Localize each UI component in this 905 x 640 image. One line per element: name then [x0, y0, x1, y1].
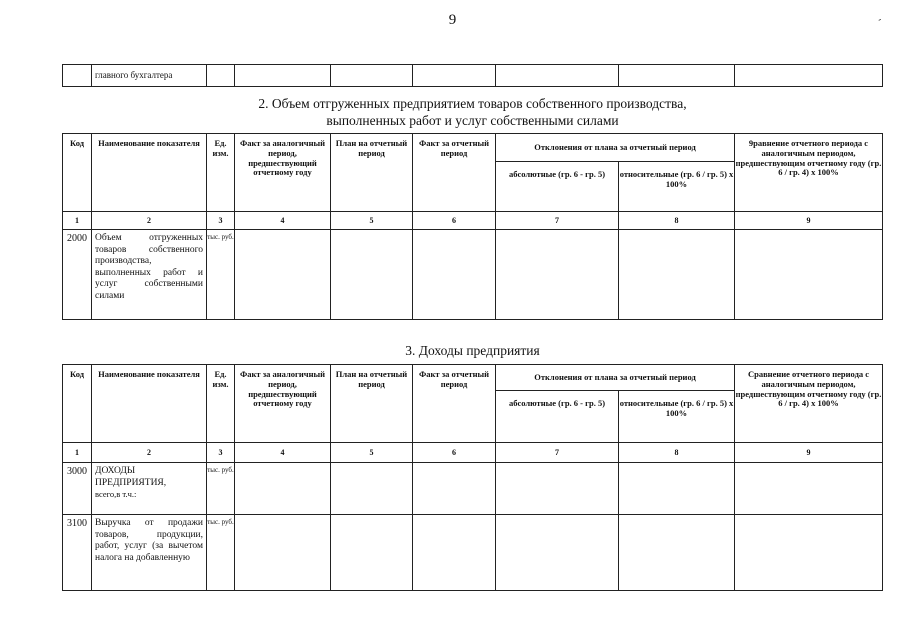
row-name: Объем отгруженных товаров собственного производства, выполненных работ и услуг собственными силами [92, 230, 207, 320]
col-number: 5 [331, 443, 413, 463]
section3-title: 3. Доходы предприятия [405, 343, 540, 358]
section2-title: 2. Объем отгруженных предприятием товаров собственного производства, выполненных работ и услуг собственными силами [258, 96, 687, 128]
header-fact-prev: Факт за аналогичный период, предшествующий отчетному году [235, 134, 331, 212]
corner-mark: - [876, 13, 883, 25]
col-number: 5 [331, 212, 413, 230]
header-name: Наименование показателя [92, 134, 207, 212]
header-rel: относительные (гр. 6 / гр. 5) х 100% [619, 391, 735, 443]
table-row [63, 515, 883, 591]
header-abs: абсолютные (гр. 6 - гр. 5) [496, 162, 619, 212]
header-compare: Сравнение отчетного периода с аналогичным периодом, предшествующим отчетному году (гр. 6 / гр. 4) х 100% [735, 365, 883, 443]
col-number: 1 [63, 212, 92, 230]
header-fact-prev: Факт за аналогичный период, предшествующий отчетному году [235, 365, 331, 443]
col-number: 2 [92, 212, 207, 230]
row-name: ДОХОДЫ ПРЕДПРИЯТИЯ, всего,в т.ч.: [92, 463, 207, 515]
row-name: Выручка от продажи товаров, продукции, работ, услуг (за вычетом налога на добавленную [92, 515, 207, 591]
page-number: 9 [448, 12, 457, 28]
col-number: 4 [235, 212, 331, 230]
header-unit: Ед. изм. [207, 134, 235, 212]
header-code: Код [63, 134, 92, 212]
continuation-table [62, 64, 883, 87]
header-deviation: Отклонения от плана за отчетный период [496, 134, 735, 162]
row-code: 3100 [63, 515, 92, 591]
row-unit: тыс. руб. [207, 463, 235, 515]
continuation-label: главного бухгалтера [92, 65, 207, 87]
table-row [63, 230, 883, 320]
header-fact: Факт за отчетный период [413, 134, 496, 212]
col-number: 3 [207, 212, 235, 230]
col-number: 9 [735, 443, 883, 463]
header-abs: абсолютные (гр. 6 - гр. 5) [496, 391, 619, 443]
income-table [62, 364, 883, 591]
header-code: Код [63, 365, 92, 443]
row-unit: тыс. руб. [207, 515, 235, 591]
col-number: 9 [735, 212, 883, 230]
row-code: 2000 [63, 230, 92, 320]
col-number: 4 [235, 443, 331, 463]
col-number: 7 [496, 443, 619, 463]
col-number: 2 [92, 443, 207, 463]
header-fact: Факт за отчетный период [413, 365, 496, 443]
header-deviation: Отклонения от плана за отчетный период [496, 365, 735, 391]
col-number: 7 [496, 212, 619, 230]
header-plan: План на отчетный период [331, 365, 413, 443]
shipped-goods-table [62, 133, 883, 320]
header-compare: 9равнение отчетного периода с аналогичным периодом, предшествующим отчетному году (гр. 6 / гр. 4) х 100% [735, 134, 883, 212]
table-row [63, 463, 883, 515]
col-number: 1 [63, 443, 92, 463]
col-number: 8 [619, 443, 735, 463]
header-rel: относительные (гр. 6 / гр. 5) х 100% [619, 162, 735, 212]
row-code: 3000 [63, 463, 92, 515]
header-plan: План на отчетный период [331, 134, 413, 212]
header-unit: Ед. изм. [207, 365, 235, 443]
col-number: 3 [207, 443, 235, 463]
col-number: 8 [619, 212, 735, 230]
row-unit: тыс. руб. [207, 230, 235, 320]
col-number: 6 [413, 443, 496, 463]
col-number: 6 [413, 212, 496, 230]
header-name: Наименование показателя [92, 365, 207, 443]
